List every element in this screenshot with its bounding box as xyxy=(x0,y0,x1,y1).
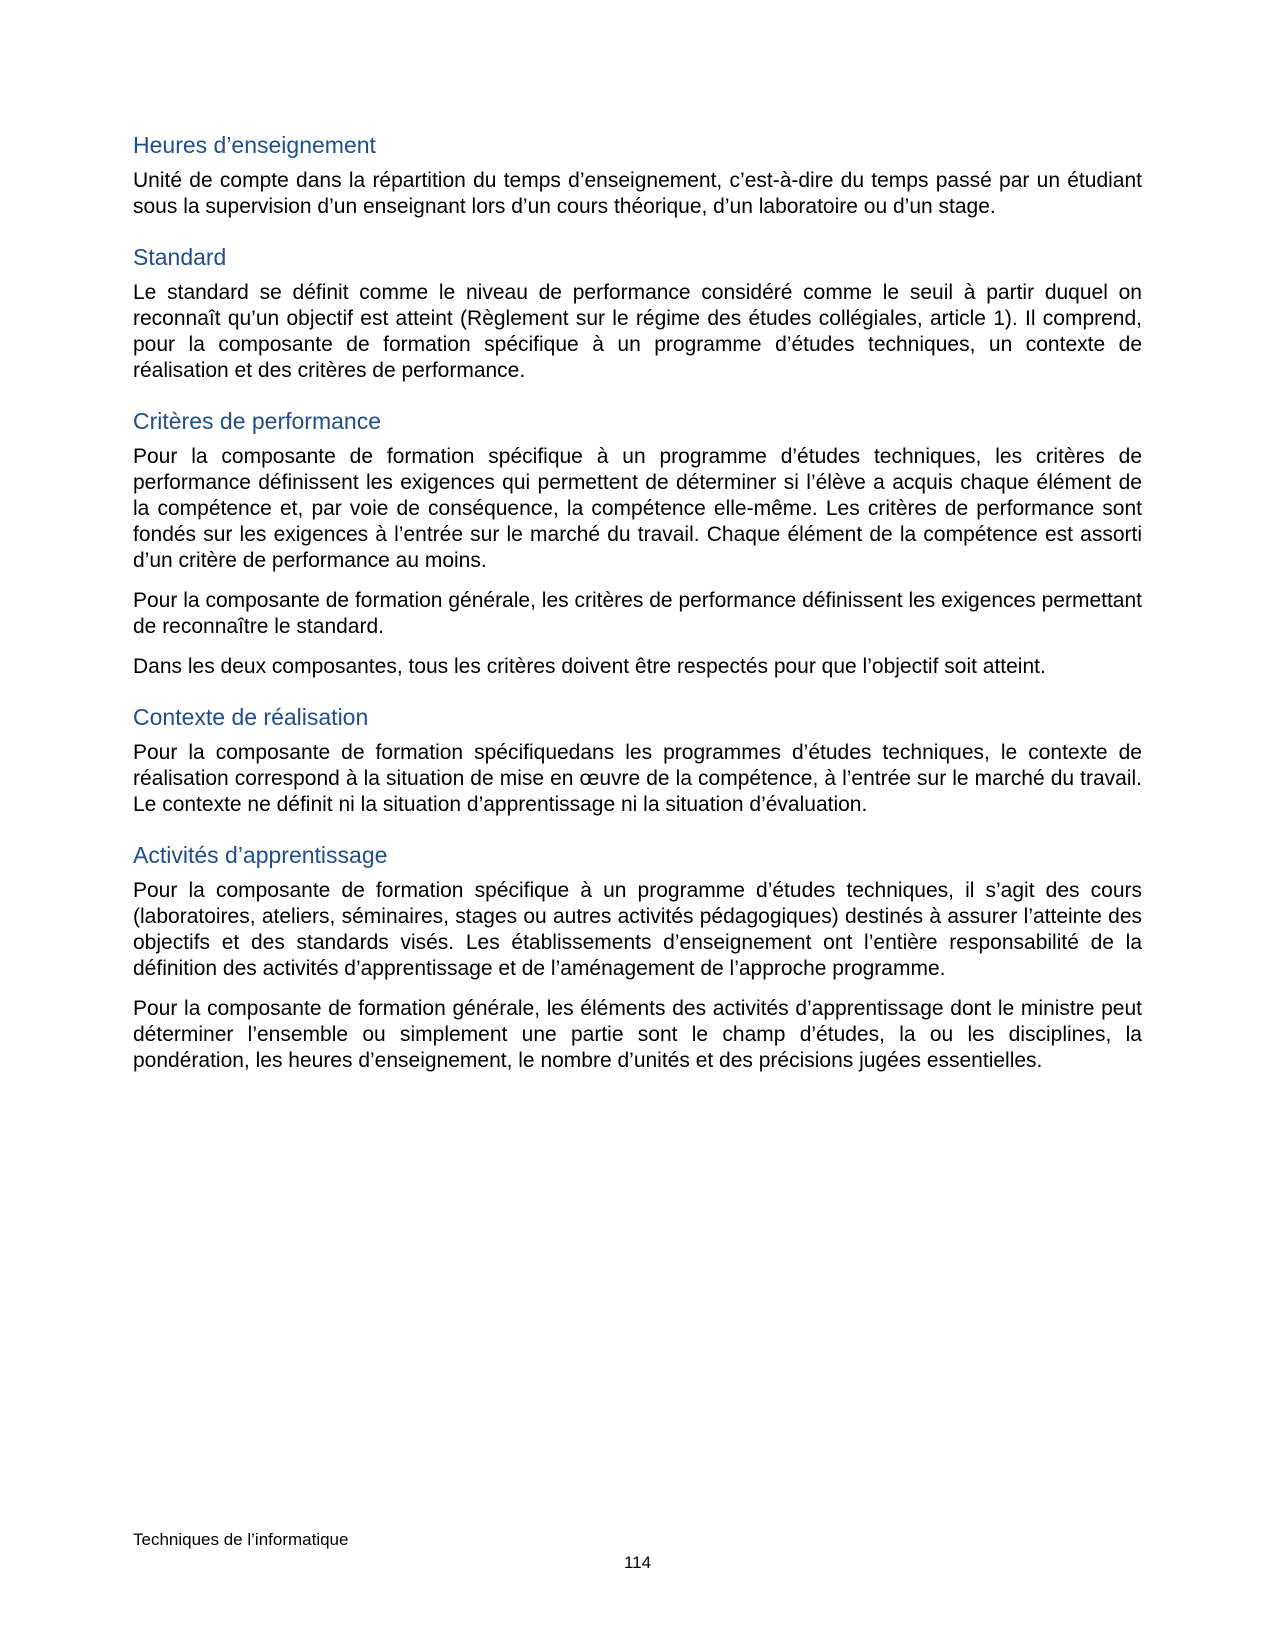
section-heures-enseignement xyxy=(133,130,1142,220)
section-contexte-realisation xyxy=(133,702,1142,818)
section-paragraph: Dans les deux composantes, tous les critères doivent être respectés pour que l’objectif soit atteint. xyxy=(133,655,1046,678)
section-paragraph: Le standard se définit comme le niveau de performance considéré comme le seuil à partir duquel on reconnaît qu’un objectif est atteint (Règlement sur le régime des études collégiales, article 1). Il comprend, pour la composante de formation spécifique à un programme d’études techniques, un contexte de réalisation et des critères de performance. xyxy=(133,281,1142,382)
footer-document-title: Techniques de l’informatique xyxy=(133,1530,349,1549)
section-activites-apprentissage xyxy=(133,840,1142,1074)
section-paragraph: Pour la composante de formation générale, les critères de performance définissent les exigences permettant de reconnaître le standard. xyxy=(133,589,1142,638)
section-paragraph: Pour la composante de formation générale, les éléments des activités d’apprentissage dont le ministre peut déterminer l’ensemble ou simplement une partie sont le champ d’études, la ou les disciplines, la pondération, les heures d’enseignement, le nombre d’unités et des précisions jugées essentielles. xyxy=(133,997,1142,1072)
section-standard xyxy=(133,242,1142,384)
section-title: Standard xyxy=(133,244,227,270)
section-title: Activités d’apprentissage xyxy=(133,842,388,868)
section-criteres-performance xyxy=(133,406,1142,680)
section-paragraph: Pour la composante de formation spécifiquedans les programmes d’études techniques, le contexte de réalisation correspond à la situation de mise en œuvre de la compétence, à l’entrée sur le marché du travail. Le contexte ne définit ni la situation d’apprentissage ni la situation d’évaluation. xyxy=(133,741,1142,816)
section-title: Critères de performance xyxy=(133,408,381,434)
document-page xyxy=(133,130,1142,1096)
section-title: Heures d’enseignement xyxy=(133,132,376,158)
page-number: 114 xyxy=(623,1553,652,1572)
section-paragraph: Unité de compte dans la répartition du temps d’enseignement, c’est-à-dire du temps passé par un étudiant sous la supervision d’un enseignant lors d’un cours théorique, d’un laboratoire ou d’un stage. xyxy=(133,169,1142,218)
section-paragraph: Pour la composante de formation spécifique à un programme d’études techniques, les critères de performance définissent les exigences qui permettent de déterminer si l’élève a acquis chaque élément de la compétence et, par voie de conséquence, la compétence elle-même. Les critères de performance sont fondés sur les exigences à l’entrée sur le marché du travail. Chaque élément de la compétence est assorti d’un critère de performance au moins. xyxy=(133,445,1142,572)
section-paragraph: Pour la composante de formation spécifique à un programme d’études techniques, il s’agit des cours (laboratoires, ateliers, séminaires, stages ou autres activités pédagogiques) destinés à assurer l’atteinte des objectifs et des standards visés. Les établissements d’enseignement ont l’entière responsabilité de la définition des activités d’apprentissage et de l’aménagement de l’approche programme. xyxy=(133,879,1142,980)
section-title: Contexte de réalisation xyxy=(133,704,369,730)
